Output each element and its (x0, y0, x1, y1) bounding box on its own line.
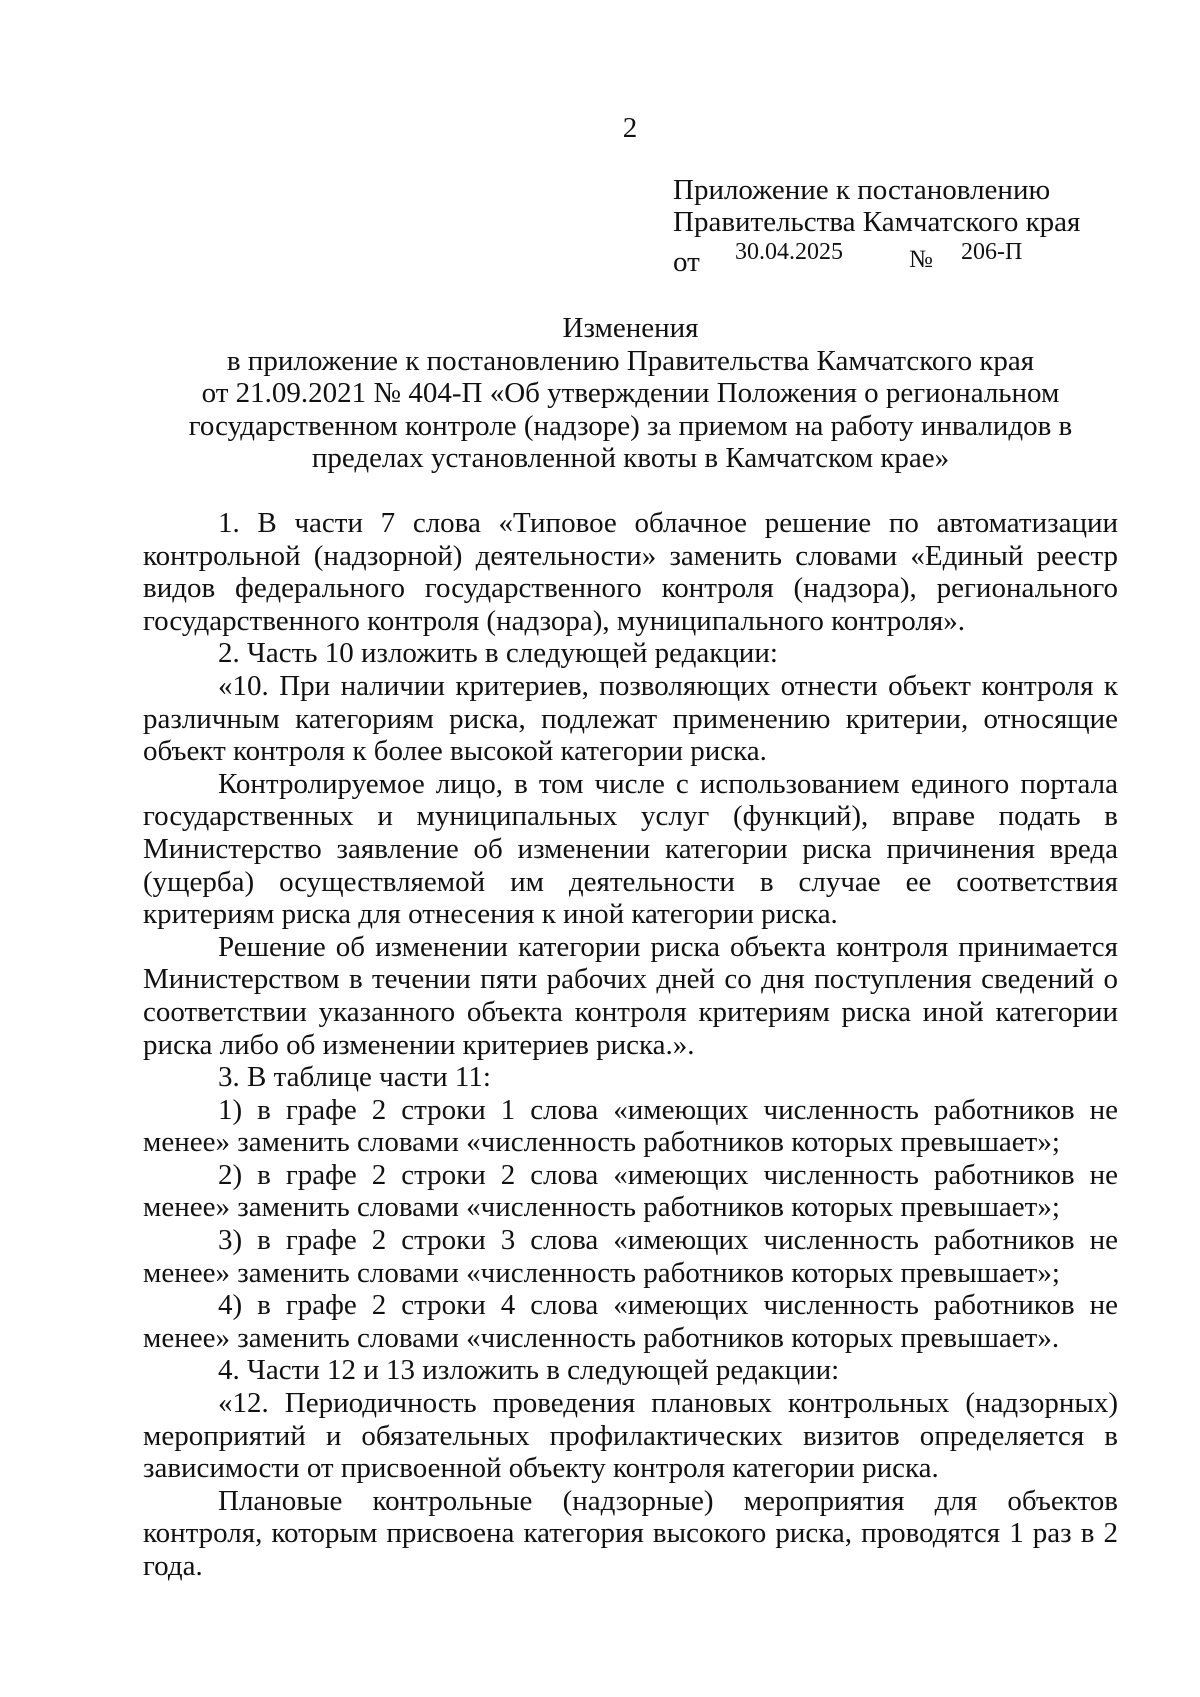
appendix-line-1: Приложение к постановлению (673, 174, 1051, 206)
title-line-5: пределах установленной квоты в Камчатском крае» (311, 442, 950, 474)
paragraph: Плановые контрольные (надзорные) мероприятия для объектов контроля, которым присвоена категория высокого риска, проводятся 1 раз в 2 года. (143, 1484, 1118, 1582)
paragraph: 3. В таблице части 11: (218, 1061, 491, 1094)
title-line-4: государственном контроле (надзоре) за приемом на работу инвалидов в (188, 409, 1073, 442)
decree-number: 206-П (961, 239, 1023, 265)
paragraph: Контролируемое лицо, в том числе с использованием единого портала государственных и муниципальных услуг (функций), вправе подать в Министерство заявление об изменении категории риска причинения вреда (ущерба) осуществляемой им деятельности в случае ее соответствия критериям риска для отнесения к иной категории риска. (143, 767, 1118, 931)
paragraph: 2) в графе 2 строки 2 слова «имеющих численность работников не менее» заменить словами «численность работников которых превышает»; (143, 1158, 1118, 1224)
decree-date: 30.04.2025 (735, 239, 843, 265)
number-sign: № (909, 246, 933, 273)
paragraph: «10. При наличии критериев, позволяющих отнести объект контроля к различным категориям риска, подлежат применению критерии, относящие объект контроля к более высокой категории риска. (143, 669, 1118, 768)
paragraph: 1. В части 7 слова «Типовое облачное решение по автоматизации контрольной (надзорной) деятельности» заменить словами «Единый реестр видов федерального государственного контроля (надзора), регионального государственного контроля (надзора), муниципального контроля». (143, 507, 1118, 637)
appendix-header (673, 174, 1081, 278)
paragraph: 3) в графе 2 строки 3 слова «имеющих численность работников не менее» заменить словами «численность работников которых превышает»; (143, 1224, 1118, 1289)
appendix-line-2: Правительства Камчатского края (673, 206, 1081, 238)
title-line-2: в приложение к постановлению Правительства Камчатского края (226, 344, 1035, 377)
paragraph: 1) в графе 2 строки 1 слова «имеющих численность работников не менее» заменить словами «численность работников которых превышает»; (143, 1093, 1118, 1159)
date-prefix: от (673, 246, 700, 278)
paragraph: 4. Части 12 и 13 изложить в следующей редакции: (218, 1354, 840, 1387)
document-body (143, 507, 1118, 1583)
paragraph: Решение об изменении категории риска объекта контроля принимается Министерством в течении пяти рабочих дней со дня поступления сведений о соответствии указанного объекта контроля критериям риска иной категории риска либо об изменении критериев риска.». (143, 930, 1118, 1061)
paragraph: «12. Периодичность проведения плановых контрольных (надзорных) мероприятий и обязательных профилактических визитов определяется в зависимости от присвоенной объекту контроля категории риска. (143, 1387, 1118, 1485)
page-number: 2 (622, 112, 638, 144)
title-line-1: Изменения (562, 312, 699, 344)
appendix-meta (673, 239, 1080, 278)
paragraph: 4) в графе 2 строки 4 слова «имеющих численность работников не менее» заменить словами «численность работников которых превышает». (143, 1289, 1118, 1354)
document-title (143, 312, 1118, 475)
paragraph: 2. Часть 10 изложить в следующей редакции: (218, 637, 778, 670)
title-line-3: от 21.09.2021 № 404-П «Об утверждении Положения о региональном (201, 377, 1060, 409)
